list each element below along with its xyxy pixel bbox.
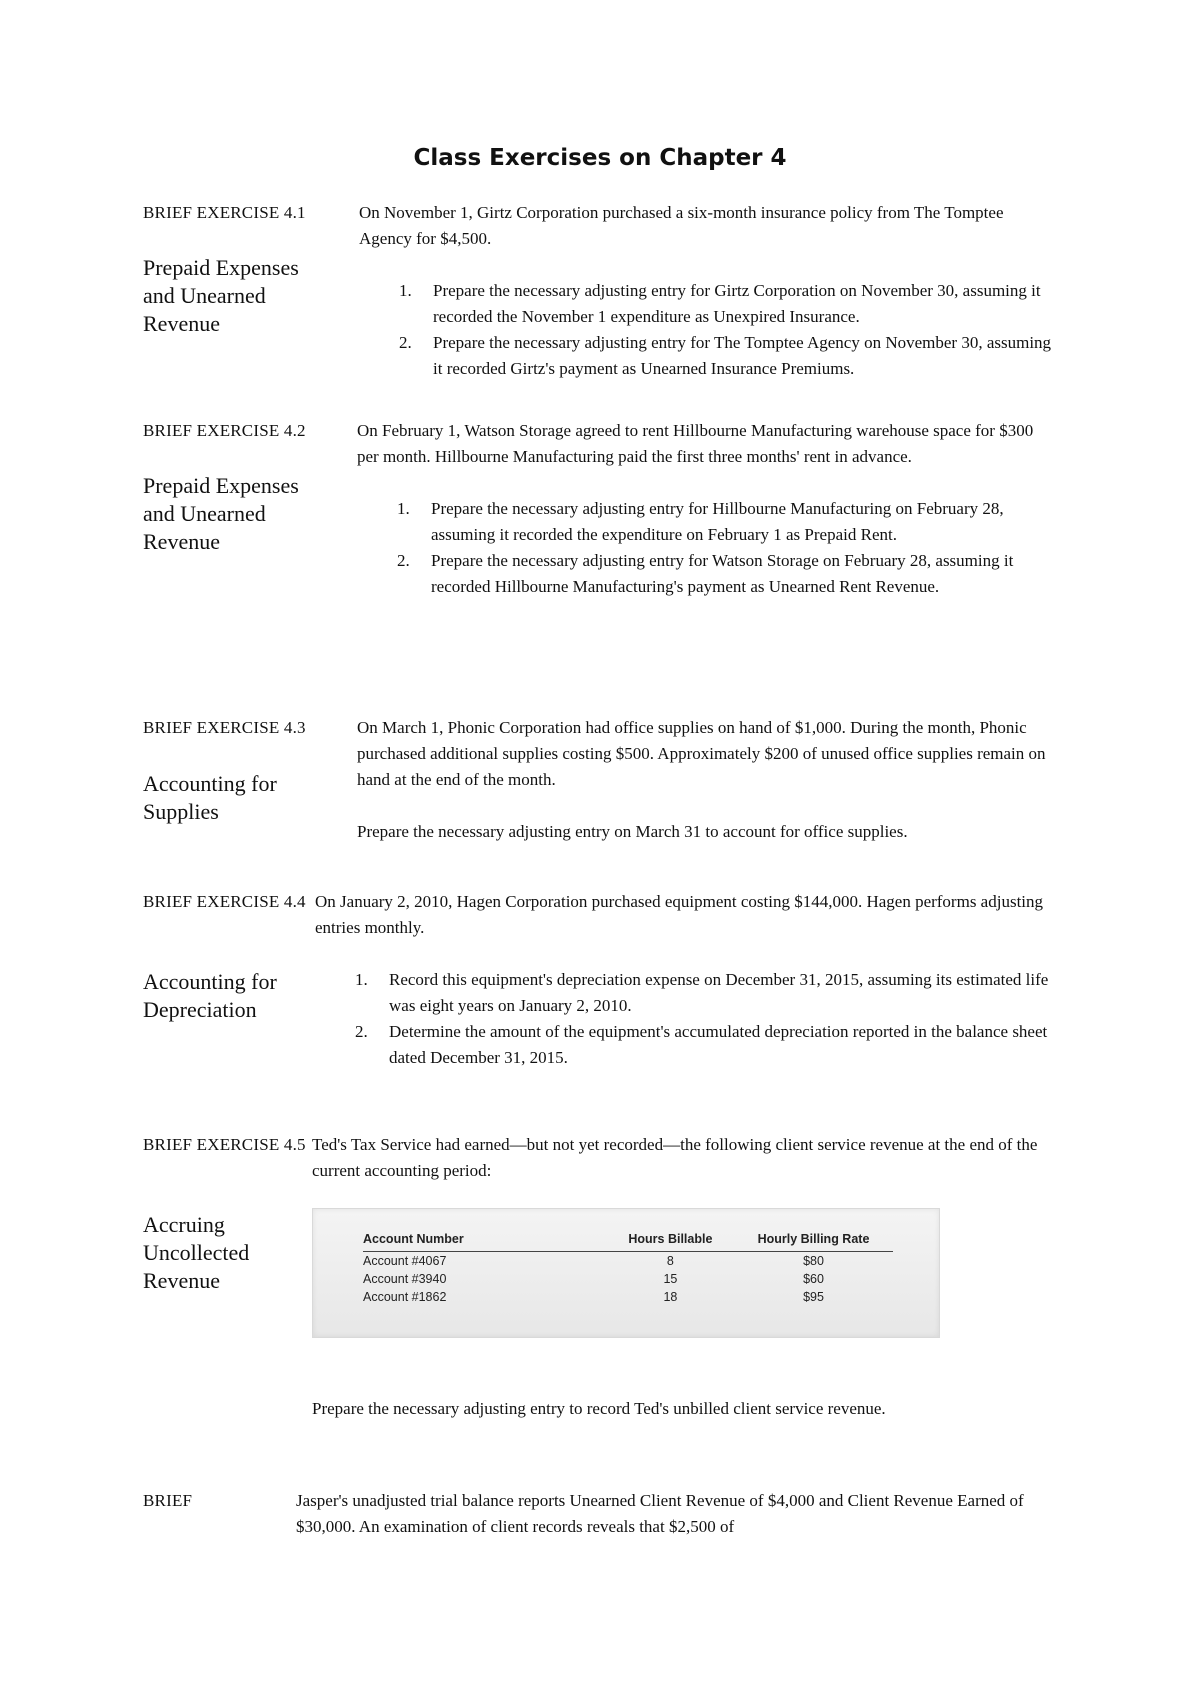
table-row <box>363 1270 893 1288</box>
exercise-intro: Jasper's unadjusted trial balance reports Unearned Client Revenue of $4,000 and Client Revenue Earned of $30,000. An examination of client records reveals that $2,500 of <box>296 1491 1024 1536</box>
exercise-items <box>355 967 1061 1071</box>
exercise-label: BRIEF EXERCISE 4.2 <box>143 421 306 440</box>
page-title: Class Exercises on Chapter 4 <box>413 145 787 171</box>
list-item: 2. Determine the amount of the equipment's accumulated depreciation reported in the balance sheet dated December 31, 2015. <box>355 1022 1048 1067</box>
exercise-intro: On March 1, Phonic Corporation had office supplies on hand of $1,000. During the month, Phonic purchased additional supplies costing $500. Approximately $200 of unused office supplies remain on hand at the end of the month. <box>357 718 1046 789</box>
exercise-intro: On February 1, Watson Storage agreed to rent Hillbourne Manufacturing warehouse space for $300 per month. Hillbourne Manufacturing paid the first three months' rent in advance. <box>357 421 1034 466</box>
exercise-topic: Prepaid Expenses and Unearned Revenue <box>143 255 299 336</box>
table-row <box>363 1252 893 1271</box>
column-header: Account Number <box>363 1229 607 1252</box>
table-cell: Account #4067 <box>363 1254 447 1268</box>
list-item: 1. Prepare the necessary adjusting entry for Girtz Corporation on November 30, assuming it recorded the November 1 expenditure as Unexpired Insurance. <box>399 281 1041 326</box>
exercise-body <box>359 200 1059 382</box>
exercise-topic: Prepaid Expenses and Unearned Revenue <box>143 473 299 554</box>
list-item: 2. Prepare the necessary adjusting entry for The Tomptee Agency on November 30, assuming it recorded Girtz's payment as Unearned Insurance Premiums. <box>399 333 1052 378</box>
exercise-topic: Accounting for Depreciation <box>143 969 277 1022</box>
table-cell: Account #1862 <box>363 1290 447 1304</box>
table-cell: $80 <box>803 1254 824 1268</box>
exercise-label: BRIEF EXERCISE 4.1 <box>143 203 306 222</box>
exercise-label: BRIEF EXERCISE 4.5 <box>143 1135 306 1154</box>
exercise-label: BRIEF EXERCISE 4.4 <box>143 892 306 911</box>
exercise-label: BRIEF EXERCISE 4.3 <box>143 718 306 737</box>
exercise-topic: Accruing Uncollected Revenue <box>143 1212 250 1293</box>
exercise-items <box>399 278 1059 382</box>
exercise-items <box>397 496 1057 600</box>
table-cell: Account #3940 <box>363 1272 447 1286</box>
exercise-body <box>357 715 1057 845</box>
exercise-label: BRIEF <box>143 1491 193 1510</box>
account-table <box>363 1229 893 1306</box>
list-item: 1. Record this equipment's depreciation expense on December 31, 2015, assuming its estimated life was eight years on January 2, 2010. <box>355 970 1049 1015</box>
exercise-body <box>312 1132 1062 1184</box>
table-cell: 18 <box>663 1290 678 1304</box>
table-cell: $60 <box>803 1272 824 1286</box>
list-item: 1. Prepare the necessary adjusting entry for Hillbourne Manufacturing on February 28, assuming it recorded the expenditure on February 1 as Prepaid Rent. <box>397 499 1004 544</box>
column-header: Hourly Billing Rate <box>734 1229 893 1252</box>
exercise-instruction: Prepare the necessary adjusting entry on March 31 to account for office supplies. <box>357 822 908 841</box>
table-header-row <box>363 1229 893 1252</box>
table-cell: $95 <box>803 1290 824 1304</box>
exercise-topic: Accounting for Supplies <box>143 771 277 824</box>
exercise-body <box>357 418 1057 600</box>
exercise-intro: Ted's Tax Service had earned—but not yet recorded—the following client service revenue at the end of the current accounting period: <box>312 1135 1038 1180</box>
table-cell: 8 <box>666 1254 674 1268</box>
column-header: Hours Billable <box>607 1229 734 1252</box>
exercise-intro: On November 1, Girtz Corporation purchased a six-month insurance policy from The Tomptee Agency for $4,500. <box>359 203 1004 248</box>
table-cell: 15 <box>663 1272 678 1286</box>
list-item: 2. Prepare the necessary adjusting entry for Watson Storage on February 28, assuming it recorded Hillbourne Manufacturing's payment as Unearned Rent Revenue. <box>397 551 1014 596</box>
table-row <box>363 1288 893 1306</box>
exercise-instruction: Prepare the necessary adjusting entry to record Ted's unbilled client service revenue. <box>312 1399 886 1418</box>
exercise-intro: On January 2, 2010, Hagen Corporation purchased equipment costing $144,000. Hagen performs adjusting entries monthly. <box>315 892 1044 937</box>
account-table-figure <box>312 1208 940 1338</box>
exercise-body <box>315 889 1061 1071</box>
